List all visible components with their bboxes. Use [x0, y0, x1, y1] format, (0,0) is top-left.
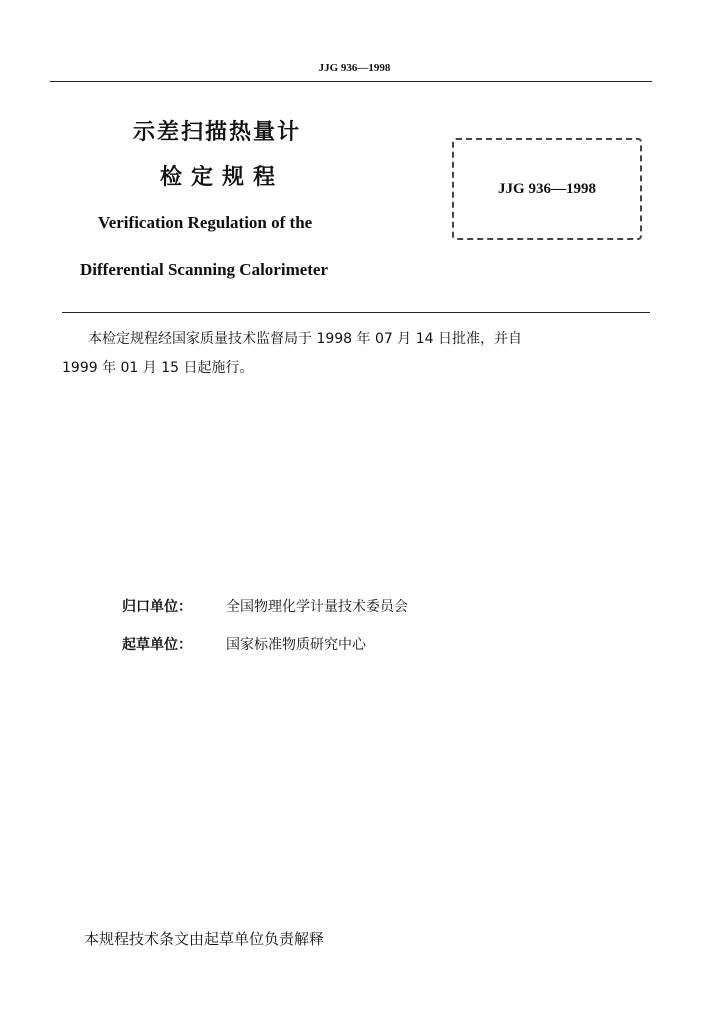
title-en-line1: Verification Regulation of the	[98, 213, 313, 232]
header-code: JJG 936—1998	[318, 62, 391, 74]
header-rule	[50, 81, 652, 82]
title-en-line2: Differential Scanning Calorimeter	[80, 260, 329, 279]
drafting-unit-value: 国家标准物质研究中心	[226, 637, 366, 653]
standard-code: JJG 936—1998	[498, 180, 596, 197]
drafting-unit-label: 起草单位：	[122, 637, 192, 653]
approval-line2: 1999 年 01 月 15 日起施行。	[62, 360, 254, 376]
standard-code-box	[452, 138, 642, 240]
responsible-unit-value: 全国物理化学计量技术委员会	[226, 599, 408, 615]
title-cn-line2: 检定规程	[160, 165, 285, 190]
approval-line1: 本检定规程经国家质量技术监督局于 1998 年 07 月 14 日批准，并自	[88, 331, 522, 347]
title-cn-line1: 示差扫描热量计	[133, 120, 302, 145]
interpretation-note: 本规程技术条文由起草单位负责解释	[84, 930, 325, 948]
responsible-unit-label: 归口单位：	[122, 599, 192, 615]
title-rule	[62, 312, 650, 313]
